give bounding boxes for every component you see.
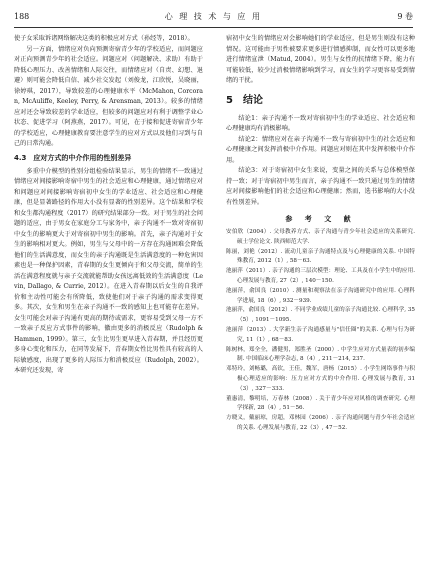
reference-item: 陈丽，刘艳（2012）. 流动儿童亲子沟通特点及与心理健康的关系. 中国特殊教育, 2012（1）, 58－63.	[226, 248, 415, 265]
left-column	[14, 34, 203, 377]
right-column	[226, 34, 415, 434]
reference-item: 池丽萍（2013）. 大学新生亲子沟通感量与"信任圈"的关系. 心理与行为研究, 11（1）, 68－83.	[226, 326, 415, 343]
conclusion-1: 结论1：亲子沟通不一致对寄宿初中生的学业适应、社会适应和心理健康均有消极影响。	[226, 114, 415, 132]
running-header	[14, 8, 413, 24]
section-heading: 5 结论	[226, 94, 263, 106]
reference-item: 池丽萍，俞国良（2012）. 不同学业成绩儿童的亲子沟通比较. 心理科学, 35（5）, 1091－1095.	[226, 307, 415, 324]
paragraph: 使子女采取诉诸网络解决这类的积极应对方式（孙经等，2018）。	[14, 35, 194, 42]
reference-item: 池丽萍，俞国良（2010）. 测量和观察法在亲子沟通研究中的应用. 心理科学进展, 18（6）, 932－939.	[226, 287, 415, 304]
conclusion-2: 结论2：情绪应对在亲子沟通不一致与寄宿初中生的社会适应和心理健康之间发挥消极中介作用。问题应对则在其中发挥积极中介作用。	[226, 135, 415, 164]
journal-title: 心 理 技 术 与 应 用	[164, 11, 262, 21]
page-number: 188	[14, 11, 30, 21]
reference-item: 陈树林，郑全全，潘健男，郑胜圣（2000）. 中学生应对方式量表的初步编制. 中国临床心理学杂志, 8（4）, 211－214, 237.	[226, 346, 415, 363]
header-rule	[14, 27, 413, 28]
volume-label: 9 卷	[397, 11, 413, 21]
reference-item: 邓特玲，刘畅璐，高钦，王佳，魏军，唐杨（2015）. 小学生网络事件与积极心理适应的影响：压力应对方式的中介作用. 心理发展与教育, 31（3）, 327－333.	[226, 366, 415, 392]
reference-list	[226, 228, 415, 434]
paragraph: 另一方面，情绪应对负向预测寄宿青少年的学校适应，而问题应对正向预测青少年的社会适应。问题应对（问题解决、求助）有助于降低心理压力、改善情绪和人际交往，而情绪应对（自责、幻想、退避）则可能会降低自信、减少社交发起（刘俊龙，江欣悦，吴晓丽，徐婷琪，2017），导致较差的心理健康水平（McMahon, Corcoran, McAuliffe, Keeley, Perry, & Arensman, 2013）。较多的情绪应对还会导致较差的学业适应，但较多的问题应对有利于调整学业心状态、促进学习（阿燕燕，2017）。可见，在于接和促进寄宿青少年的学校适应，心理健康教育要注意学生的应对方式以及他们习到与自己的日常沟通。	[14, 45, 203, 147]
reference-item: 安伯欣（2004）. 父母教养方式、亲子沟通与青少年社会适应的关系研究. 硕士学位论文. 陕西师范大学.	[226, 229, 415, 245]
subsection-heading: 4.3 应对方式的中介作用的性别差异	[14, 153, 132, 162]
conclusion-3: 结论3：对于寄宿初中女生来说，变量之间的关系与总体模型保持一致；对于寄宿初中男生而言，亲子沟通不一致只通过男生的情绪应对间接影响他们的社会适应和心理健康；然而，选书影响的大小没有性别差异。	[226, 167, 415, 206]
reference-item: 池丽萍（2011）. 亲子沟通的三层次模型：理论、工具及在小学生中的应用. 心理发展与教育, 27（2）, 140－150.	[226, 268, 415, 284]
reference-item: 方晓义，戴丽琼，房超，邓林园（2006）. 亲子沟通问题与青少年社会适应的关系. 心理发展与教育, 22（3）, 47－52.	[226, 415, 415, 431]
references-heading: 参 考 文 献	[285, 215, 356, 223]
paragraph: 宿初中女生的情绪应对会影响她们的学业适应，但是男生则没有这种情况。这可能由于男性被要求更多进行情感抑制，而女性可以更多地进行情绪宣泄（Matud, 2004）。男生与女性的抗情绪下降，能力有可能较低，较少过消极情绪影响到学习，而女生的学习更容易受到情绪的干扰。	[226, 35, 415, 84]
paragraph: 多重中介模型的性别分组检验结果显示，男生的情绪不一致通过情绪应对间接影响寄宿中男生的社会适应和心理健康，通过情绪应对和问题应对间接影响寄宿初中女生的学业适应、社会适应和心理健康，但是显著路径的作用大小没有显著的性别差异。这个结果和学校和女生都沟通程度（2017）的研究结果部分一致。对于男生的社会问题的适应，由于男女在家庭分工与家务中，亲子沟通不一致对寄宿初中女生的影响更大于对寄宿初中男生的影响。首先，亲子沟通对于女生的影响相对更大。例如，男生与父母中的一方存在沟通困难会降低他们的生活满意度，而女生的亲子沟通既是生活满意度的一种危害因素也是一种保护因素，青春期的女生更倾向于和父母交流，简单的生活在满意程度就与亲子交流就能帮助女孩远离低效的生活满意度（Levin, Dallago, & Currie, 2012）。在进入青春期以后女生的自我评价和主动性可能会有所降低，致使他们对于亲子沟通的需求变得更多。其次，女生和男生在亲子沟通不一致的感知上也可能存在差异。女生可能会对亲子沟通有更高的期待或需求，更容易受到父母一方不一致亲子反应方式事件的影响，徽由更多的消极反应（Rudolph & Hammen, 1999）。第三，女生比男生更早进入青春期，并且经历更多身心变化和压力，在同等发展下，青春期女性比男性具有较高的人际敏感度，出现了更多的人际压力和消极反应（Rudolph, 2002）。本研究还发现，寄	[14, 167, 203, 374]
reference-item: 董惠清，黎明培，万春林（2008）. 关于青少年应对风格的调查研究. 心理学探新, 28（4）, 51－56.	[226, 395, 415, 412]
